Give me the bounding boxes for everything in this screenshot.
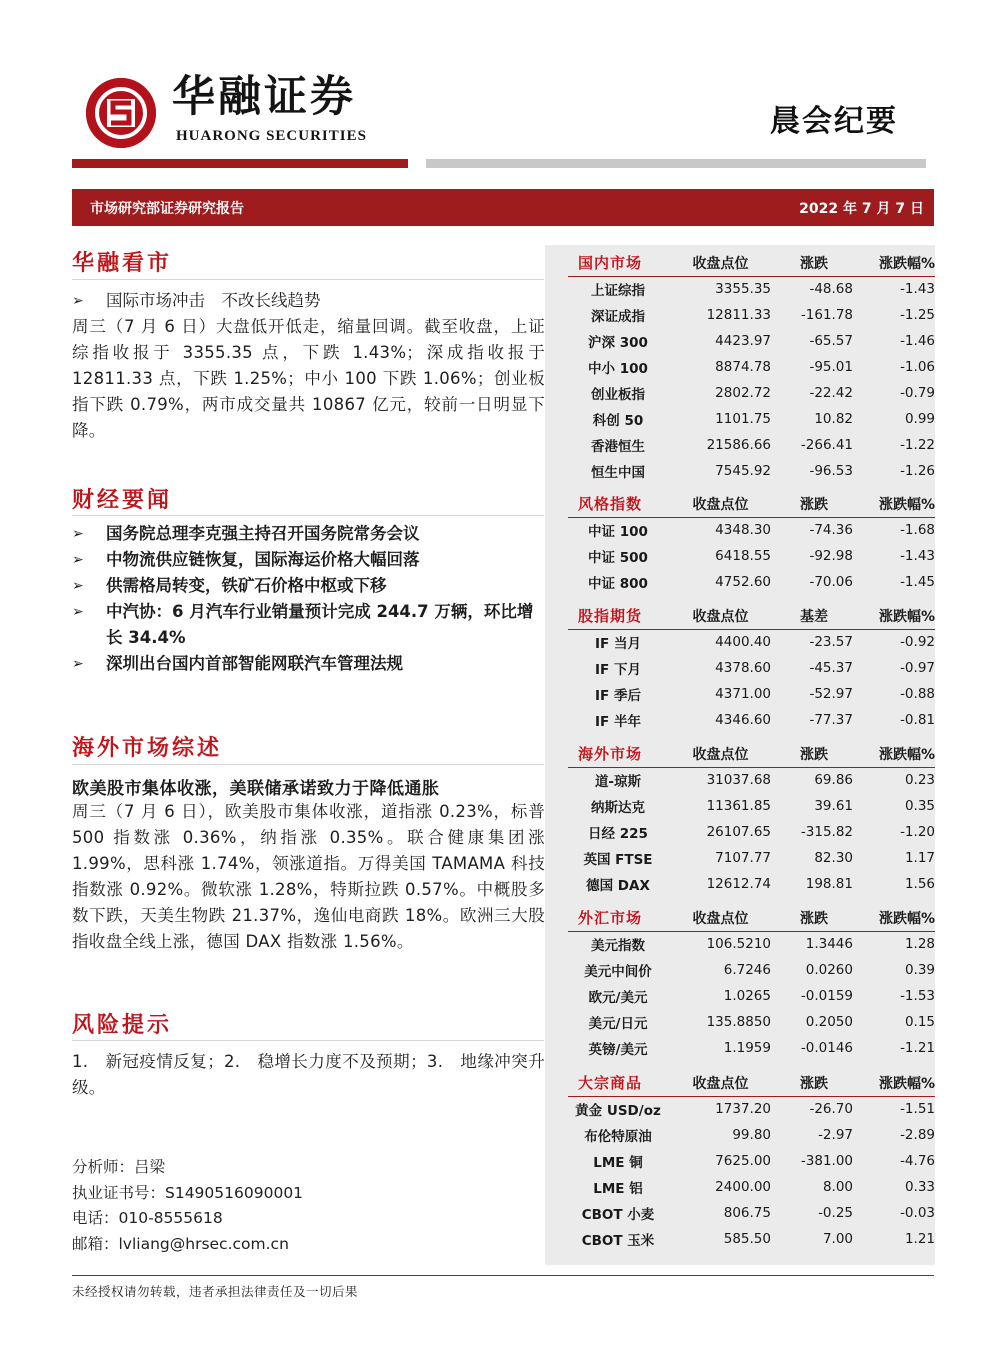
market-table <box>568 250 935 484</box>
index-value: -0.97 <box>900 660 935 676</box>
brand-name-en: HUARONG SECURITIES <box>176 128 367 144</box>
index-value: 4346.60 <box>715 712 771 728</box>
index-value: 4378.60 <box>715 660 771 676</box>
document-type: 晨会纪要 <box>770 104 898 139</box>
index-value: 1.28 <box>904 936 935 953</box>
index-value: -0.92 <box>900 634 935 651</box>
table-row <box>568 819 935 845</box>
index-name: 香港恒生 <box>591 439 645 455</box>
index-value: -1.21 <box>900 1040 935 1056</box>
market-table-header <box>568 250 935 276</box>
index-name: IF 半年 <box>595 714 641 730</box>
table-row <box>568 655 935 681</box>
index-value: 1.1959 <box>723 1040 771 1056</box>
column-header: 涨跌幅% <box>855 1070 935 1096</box>
index-name: 日经 225 <box>588 826 648 842</box>
table-row <box>568 569 935 595</box>
column-header: 涨跌幅% <box>855 603 935 629</box>
index-value: 26107.65 <box>706 824 771 840</box>
header-red-bar <box>72 159 408 168</box>
index-value: -95.01 <box>809 359 853 375</box>
index-value: 12811.33 <box>706 307 771 323</box>
index-value: -52.97 <box>809 686 853 702</box>
report-date: 2022 年 7 月 7 日 <box>799 200 924 217</box>
table-row <box>568 931 935 957</box>
table-row <box>568 458 935 484</box>
table-row <box>568 543 935 569</box>
index-name: 美元指数 <box>591 938 645 955</box>
column-header: 收盘点位 <box>668 1070 773 1096</box>
index-value: -0.25 <box>818 1205 853 1221</box>
table-row <box>568 793 935 819</box>
column-header: 涨跌幅% <box>855 250 935 276</box>
market-view-bullet <box>72 288 545 314</box>
index-name: 英镑/美元 <box>588 1042 648 1058</box>
section-divider <box>72 515 544 516</box>
index-value: 4348.30 <box>715 522 771 539</box>
table-row <box>568 517 935 543</box>
index-value: -1.46 <box>900 333 935 349</box>
analyst-phone: 电话：010-8555618 <box>72 1209 223 1227</box>
column-header: 涨跌 <box>773 250 855 276</box>
column-header: 收盘点位 <box>668 905 773 931</box>
index-value: 0.23 <box>904 772 935 789</box>
column-header: 涨跌 <box>773 905 855 931</box>
index-value: 135.8850 <box>706 1014 771 1030</box>
index-value: -48.68 <box>809 281 853 298</box>
table-row <box>568 1226 935 1252</box>
index-name: IF 当月 <box>595 636 641 653</box>
index-value: 82.30 <box>814 850 853 866</box>
news-item: ➢ 中物流供应链恢复，国际海运价格大幅回落 <box>72 547 545 573</box>
index-value: -381.00 <box>800 1153 853 1169</box>
table-row <box>568 1096 935 1122</box>
index-name: CBOT 小麦 <box>581 1207 655 1223</box>
table-category: 国内市场 <box>568 250 668 276</box>
index-value: 0.0260 <box>805 962 853 978</box>
index-value: 2400.00 <box>715 1179 771 1195</box>
index-value: -2.89 <box>900 1127 935 1143</box>
index-value: -1.43 <box>900 281 935 298</box>
column-header: 收盘点位 <box>668 491 773 517</box>
index-value: 39.61 <box>814 798 853 814</box>
index-name: 中证 500 <box>588 550 648 566</box>
table-row <box>568 354 935 380</box>
section-title-market-view: 华融看市 <box>72 250 173 276</box>
index-value: 0.15 <box>904 1014 935 1030</box>
index-value: 585.50 <box>723 1231 771 1247</box>
table-row <box>568 1035 935 1061</box>
market-table <box>568 741 935 897</box>
risk-body: 1. 新冠疫情反复；2. 稳增长力度不及预期；3. 地缘冲突升级。 <box>72 1052 545 1097</box>
market-view-bullet-text: 国际市场冲击 不改长线趋势 <box>106 291 321 310</box>
index-name: 沪深 300 <box>588 335 648 351</box>
index-value: -4.76 <box>900 1153 935 1169</box>
index-value: 6418.55 <box>715 548 771 564</box>
index-value: -161.78 <box>800 307 853 323</box>
index-name: 纳斯达克 <box>591 800 645 816</box>
table-row <box>568 276 935 302</box>
table-category: 外汇市场 <box>568 905 668 931</box>
table-row <box>568 302 935 328</box>
index-value: -0.81 <box>900 712 935 728</box>
table-row <box>568 707 935 733</box>
table-row <box>568 1200 935 1226</box>
index-value: 0.99 <box>904 411 935 427</box>
index-value: 806.75 <box>723 1205 771 1221</box>
overseas-headline: 欧美股市集体收涨，美联储承诺致力于降低通胀 <box>72 779 440 799</box>
index-value: -1.43 <box>900 548 935 564</box>
market-view-body: 周三（7 月 6 日）大盘低开低走，缩量回调。截至收盘，上证综指收报于 3355.35 点，下跌 1.43%；深成指收报于 12811.33 点，下跌 1.25%；中小 100 下跌 1.06%；创业板指下跌 0.79%，两市成交量共 10867 亿元，较前一日明显下降。 <box>72 317 545 440</box>
news-item: ➢ 深圳出台国内首部智能网联汽车管理法规 <box>72 651 545 677</box>
index-value: 1.3446 <box>805 936 853 953</box>
index-value: 4400.40 <box>715 634 771 651</box>
column-header: 涨跌 <box>773 1070 855 1096</box>
index-value: 10.82 <box>814 411 853 427</box>
analyst-email[interactable]: 邮箱：lvliang@hrsec.com.cn <box>72 1234 289 1253</box>
index-value: -77.37 <box>809 712 853 728</box>
company-logo <box>86 78 156 148</box>
index-name: 黄金 USD/oz <box>575 1103 661 1120</box>
index-name: LME 铝 <box>593 1181 643 1197</box>
market-table-header <box>568 491 935 517</box>
index-value: 106.5210 <box>706 936 771 953</box>
index-value: -1.53 <box>900 988 935 1004</box>
column-header: 涨跌 <box>773 491 855 517</box>
table-row <box>568 328 935 354</box>
index-name: IF 季后 <box>595 688 641 704</box>
section-divider <box>72 279 544 280</box>
index-value: 0.33 <box>904 1179 935 1195</box>
table-category: 股指期货 <box>568 603 668 629</box>
market-table <box>568 1070 935 1252</box>
index-value: 4752.60 <box>715 574 771 590</box>
index-value: 11361.85 <box>706 798 771 814</box>
index-name: CBOT 玉米 <box>581 1233 655 1249</box>
index-value: -96.53 <box>809 463 853 479</box>
index-value: -22.42 <box>809 385 853 401</box>
column-header: 收盘点位 <box>668 250 773 276</box>
report-banner <box>72 189 934 226</box>
index-value: -70.06 <box>809 574 853 590</box>
index-value: 1101.75 <box>715 411 771 427</box>
index-value: -2.97 <box>818 1127 853 1143</box>
table-row <box>568 1148 935 1174</box>
table-row <box>568 1174 935 1200</box>
index-value: -26.70 <box>809 1101 853 1118</box>
index-value: 4371.00 <box>715 686 771 702</box>
index-name: 恒生中国 <box>591 465 645 481</box>
section-divider <box>72 764 544 765</box>
index-name: 美元/日元 <box>588 1016 648 1032</box>
table-row <box>568 432 935 458</box>
index-name: 德国 DAX <box>586 878 650 894</box>
header-gray-bar <box>426 159 926 168</box>
index-value: 0.35 <box>904 798 935 814</box>
index-value: -74.36 <box>809 522 853 539</box>
index-name: 上证综指 <box>591 283 645 300</box>
table-row <box>568 681 935 707</box>
index-value: 0.2050 <box>805 1014 853 1030</box>
index-name: 中证 100 <box>588 524 648 541</box>
index-value: -0.0146 <box>800 1040 853 1056</box>
index-value: 7107.77 <box>715 850 771 866</box>
index-value: -1.51 <box>900 1101 935 1118</box>
index-name: 科创 50 <box>592 413 644 429</box>
index-value: -315.82 <box>800 824 853 840</box>
index-value: -92.98 <box>809 548 853 564</box>
index-name: 欧元/美元 <box>588 990 648 1006</box>
index-value: 7625.00 <box>715 1153 771 1169</box>
arrow-bullet-icon: ➢ <box>72 578 84 594</box>
column-header: 收盘点位 <box>668 741 773 767</box>
market-table-header <box>568 741 935 767</box>
index-name: 道-琼斯 <box>594 774 642 791</box>
index-value: 1.17 <box>904 850 935 866</box>
index-value: -1.45 <box>900 574 935 590</box>
market-table <box>568 491 935 595</box>
index-name: 英国 FTSE <box>583 852 653 868</box>
market-table <box>568 603 935 733</box>
index-value: 4423.97 <box>715 333 771 349</box>
news-item: ➢ 中汽协：6 月汽车行业销量预计完成 244.7 万辆，环比增长 34.4% <box>72 599 545 651</box>
table-row <box>568 957 935 983</box>
table-row <box>568 406 935 432</box>
index-name: 美元中间价 <box>584 964 652 980</box>
market-table <box>568 905 935 1061</box>
table-row <box>568 380 935 406</box>
table-row <box>568 983 935 1009</box>
index-value: 99.80 <box>732 1127 771 1143</box>
arrow-bullet-icon: ➢ <box>72 552 84 568</box>
index-value: -0.0159 <box>800 988 853 1004</box>
column-header: 基差 <box>773 603 855 629</box>
table-row <box>568 767 935 793</box>
index-value: 7545.92 <box>715 463 771 479</box>
index-name: 深证成指 <box>591 309 645 325</box>
index-value: -1.68 <box>900 522 935 539</box>
index-value: 198.81 <box>805 876 853 892</box>
index-value: 3355.35 <box>715 281 771 298</box>
index-value: 1.56 <box>904 876 935 892</box>
arrow-bullet-icon: ➢ <box>72 526 84 542</box>
index-name: LME 铜 <box>593 1155 643 1171</box>
table-row <box>568 1122 935 1148</box>
table-category: 大宗商品 <box>568 1070 668 1096</box>
index-name: 创业板指 <box>591 387 645 403</box>
market-table-header <box>568 603 935 629</box>
index-value: -1.06 <box>900 359 935 375</box>
index-value: -0.79 <box>900 385 935 401</box>
overseas-body: 周三（7 月 6 日），欧美股市集体收涨，道指涨 0.23%，标普 500 指数涨 0.36%，纳指涨 0.35%。联合健康集团涨 1.99%，思科涨 1.74%，领涨道指。万得美国 TAMAMA 科技指数涨 0.92%。微软涨 1.28%，特斯拉跌 0.57%。中概股多数下跌，天美生物跌 21.37%，逸仙电商跌 18%。欧洲三大股指收盘全线上涨，德国 DAX 指数涨 1.56%。 <box>72 802 545 951</box>
section-divider <box>72 1040 544 1041</box>
index-value: 6.7246 <box>723 962 771 978</box>
section-title-overseas: 海外市场综述 <box>72 735 223 761</box>
index-value: 2802.72 <box>715 385 771 401</box>
index-value: 8874.78 <box>715 359 771 375</box>
table-row <box>568 871 935 897</box>
analyst-name: 分析师：吕梁 <box>72 1158 166 1176</box>
index-name: 布伦特原油 <box>584 1129 652 1145</box>
report-department: 市场研究部证券研究报告 <box>90 200 244 217</box>
index-value: -1.26 <box>900 463 935 479</box>
news-item: ➢ 供需格局转变，铁矿石价格中枢或下移 <box>72 573 545 599</box>
index-value: -266.41 <box>800 437 853 453</box>
market-table-header <box>568 905 935 931</box>
news-item: ➢ 国务院总理李克强主持召开国务院常务会议 <box>72 521 545 547</box>
footer-rule <box>72 1275 934 1276</box>
arrow-bullet-icon: ➢ <box>72 656 84 672</box>
index-value: -45.37 <box>809 660 853 676</box>
index-name: 中证 800 <box>588 576 648 592</box>
index-value: 12612.74 <box>706 876 771 892</box>
index-value: -0.03 <box>900 1205 935 1221</box>
index-value: 1.21 <box>904 1231 935 1247</box>
table-category: 风格指数 <box>568 491 668 517</box>
column-header: 涨跌幅% <box>855 741 935 767</box>
column-header: 涨跌幅% <box>855 905 935 931</box>
index-value: -65.57 <box>809 333 853 349</box>
index-value: 69.86 <box>814 772 853 789</box>
index-value: 8.00 <box>822 1179 853 1195</box>
column-header: 涨跌幅% <box>855 491 935 517</box>
index-value: -1.25 <box>900 307 935 323</box>
table-row <box>568 845 935 871</box>
analyst-license: 执业证书号：S1490516090001 <box>72 1183 304 1202</box>
market-table-header <box>568 1070 935 1096</box>
arrow-bullet-icon: ➢ <box>72 604 84 620</box>
index-value: 1.0265 <box>723 988 771 1004</box>
index-value: 31037.68 <box>706 772 771 789</box>
index-value: -0.88 <box>900 686 935 702</box>
analyst-info <box>72 1155 303 1257</box>
index-value: 7.00 <box>822 1231 853 1247</box>
column-header: 收盘点位 <box>668 603 773 629</box>
brand-name-cn: 华融证券 <box>172 72 356 122</box>
index-value: 1737.20 <box>715 1101 771 1118</box>
index-value: -1.22 <box>900 437 935 453</box>
section-title-finance-news: 财经要闻 <box>72 487 173 513</box>
footer-disclaimer: 未经授权请勿转载，违者承担法律责任及一切后果 <box>72 1284 359 1299</box>
index-name: IF 下月 <box>595 662 641 678</box>
index-name: 中小 100 <box>588 361 648 377</box>
column-header: 涨跌 <box>773 741 855 767</box>
index-value: 0.39 <box>904 962 935 978</box>
table-row <box>568 629 935 655</box>
arrow-bullet-icon: ➢ <box>72 293 84 309</box>
index-value: -1.20 <box>900 824 935 840</box>
table-category: 海外市场 <box>568 741 668 767</box>
index-value: -23.57 <box>809 634 853 651</box>
index-value: 21586.66 <box>706 437 771 453</box>
table-row <box>568 1009 935 1035</box>
section-title-risk: 风险提示 <box>72 1012 173 1038</box>
